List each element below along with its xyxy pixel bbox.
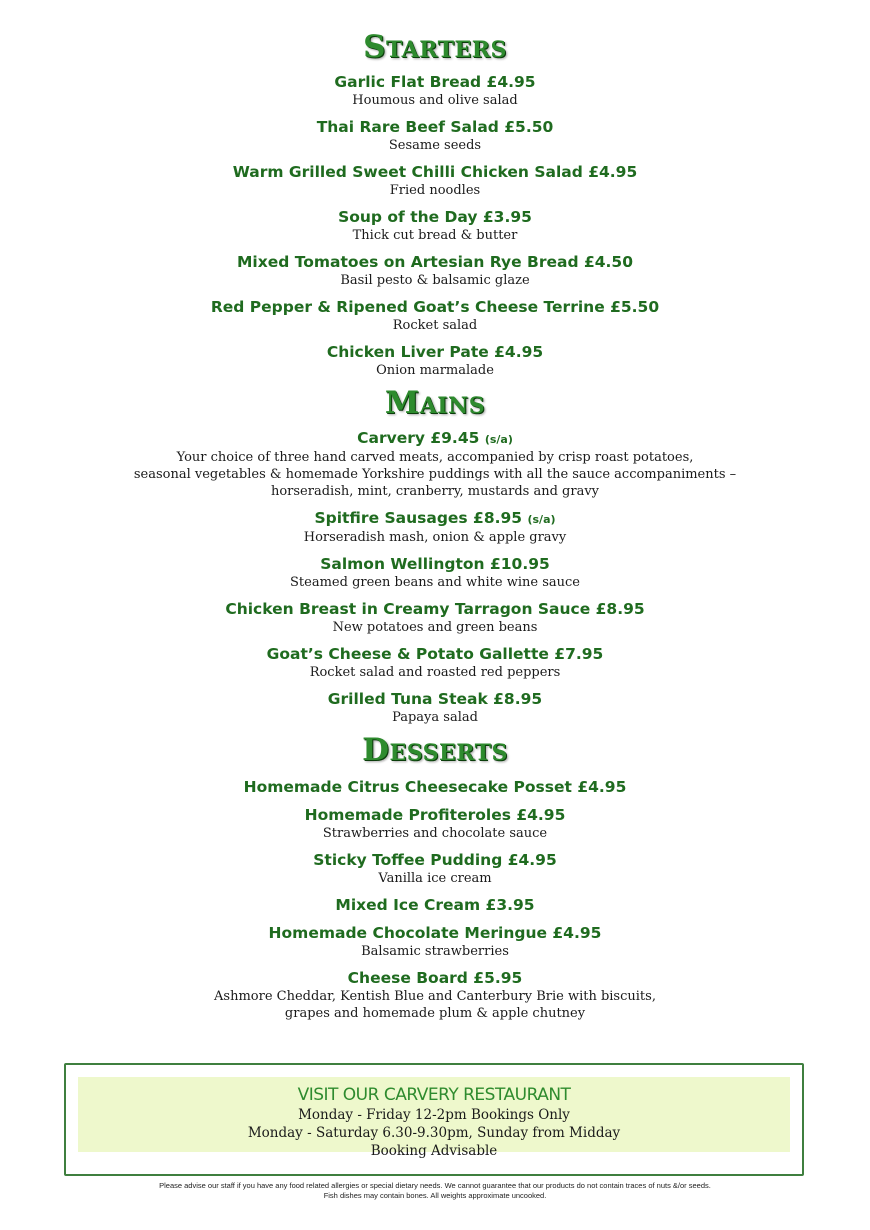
- opening-hours-line: Monday - Saturday 6.30-9.30pm, Sunday from Midday: [247, 1125, 621, 1141]
- item-name: Chicken Liver Pate £4.95: [326, 343, 544, 361]
- menu-item: [0, 690, 870, 726]
- menu-item: [0, 298, 870, 334]
- item-description: Rocket salad and roasted red peppers: [309, 665, 561, 680]
- item-name: [0, 429, 870, 449]
- allergy-disclaimer: [0, 1181, 870, 1201]
- mains-list: [0, 429, 870, 726]
- item-name: Homemade Citrus Cheesecake Posset £4.95: [243, 778, 627, 796]
- item-description-line: Your choice of three hand carved meats, accompanied by crisp roast potatoes,: [176, 450, 694, 465]
- item-description: Strawberries and chocolate sauce: [322, 826, 548, 841]
- item-description: New potatoes and green beans: [332, 620, 538, 635]
- item-name: Mixed Ice Cream £3.95: [335, 896, 535, 914]
- menu-item: [0, 896, 870, 915]
- item-name: Homemade Profiteroles £4.95: [304, 806, 566, 824]
- menu-item: [0, 509, 870, 546]
- item-description: Basil pesto & balsamic glaze: [340, 273, 530, 288]
- item-description: Thick cut bread & butter: [352, 228, 518, 243]
- item-description: Horseradish mash, onion & apple gravy: [303, 530, 567, 545]
- item-name: Salmon Wellington £10.95: [320, 555, 550, 573]
- menu-item: [0, 645, 870, 681]
- item-tag: (s/a): [484, 433, 513, 446]
- item-description-line: Ashmore Cheddar, Kentish Blue and Canterbury Brie with biscuits,: [214, 989, 656, 1004]
- item-name-text: Spitfire Sausages £8.95: [314, 509, 523, 527]
- menu-item: [0, 600, 870, 636]
- carvery-info-box: [64, 1063, 804, 1176]
- item-description: Sesame seeds: [388, 138, 482, 153]
- menu-item: [0, 163, 870, 199]
- item-name: Cheese Board £5.95: [347, 969, 523, 987]
- item-name: Grilled Tuna Steak £8.95: [327, 690, 543, 708]
- disclaimer-line: Fish dishes may contain bones. All weights approximate uncooked.: [323, 1191, 547, 1200]
- item-tag: (s/a): [527, 513, 556, 526]
- item-name: Soup of the Day £3.95: [338, 208, 532, 226]
- item-name-text: Carvery £9.45: [357, 429, 480, 447]
- menu-item: [0, 73, 870, 109]
- menu-item: [0, 806, 870, 842]
- item-description-line: grapes and homemade plum & apple chutney: [284, 1006, 586, 1021]
- item-name: Warm Grilled Sweet Chilli Chicken Salad £4.95: [232, 163, 638, 181]
- item-name: Sticky Toffee Pudding £4.95: [313, 851, 557, 869]
- item-description: Balsamic strawberries: [361, 944, 509, 959]
- menu-item: [0, 429, 870, 500]
- menu-item: [0, 555, 870, 591]
- starters-list: [0, 73, 870, 379]
- mains-heading: Mains: [384, 385, 486, 421]
- item-description: Onion marmalade: [376, 363, 494, 378]
- item-name: [0, 509, 870, 529]
- item-name: Thai Rare Beef Salad £5.50: [316, 118, 554, 136]
- carvery-heading: VISIT OUR CARVERY RESTAURANT: [297, 1085, 571, 1105]
- booking-note: Booking Advisable: [370, 1143, 498, 1159]
- menu-item: [0, 924, 870, 960]
- menu-item: [0, 118, 870, 154]
- menu-item: [0, 208, 870, 244]
- item-name: Goat’s Cheese & Potato Gallette £7.95: [266, 645, 604, 663]
- item-description-line: seasonal vegetables & homemade Yorkshire puddings with all the sauce accompaniments –: [133, 467, 737, 482]
- opening-hours-line: Monday - Friday 12-2pm Bookings Only: [298, 1107, 570, 1123]
- item-description: Steamed green beans and white wine sauce: [290, 575, 580, 590]
- item-name: Mixed Tomatoes on Artesian Rye Bread £4.50: [237, 253, 633, 271]
- item-description: Vanilla ice cream: [378, 871, 492, 886]
- menu-item: [0, 778, 870, 797]
- carvery-info-panel: [78, 1077, 790, 1159]
- menu-item: [0, 343, 870, 379]
- item-name: Garlic Flat Bread £4.95: [334, 73, 536, 91]
- desserts-heading: Desserts: [362, 732, 508, 768]
- menu-item: [0, 851, 870, 887]
- menu-item: [0, 969, 870, 1022]
- item-name: Red Pepper & Ripened Goat’s Cheese Terrine £5.50: [210, 298, 660, 316]
- item-description: Rocket salad: [392, 318, 478, 333]
- item-name: Chicken Breast in Creamy Tarragon Sauce £8.95: [225, 600, 645, 618]
- disclaimer-line: Please advise our staff if you have any food related allergies or special dietary needs. We cannot guarantee that our products do not contain traces of nuts &/or seeds.: [159, 1181, 711, 1190]
- item-description-line: horseradish, mint, cranberry, mustards and gravy: [270, 484, 600, 499]
- starters-heading: Starters: [363, 29, 507, 65]
- desserts-list: [0, 778, 870, 1022]
- item-description: Papaya salad: [392, 710, 478, 725]
- item-description: Fried noodles: [389, 183, 481, 198]
- menu-item: [0, 253, 870, 289]
- item-name: Homemade Chocolate Meringue £4.95: [268, 924, 602, 942]
- item-description: Houmous and olive salad: [352, 93, 518, 108]
